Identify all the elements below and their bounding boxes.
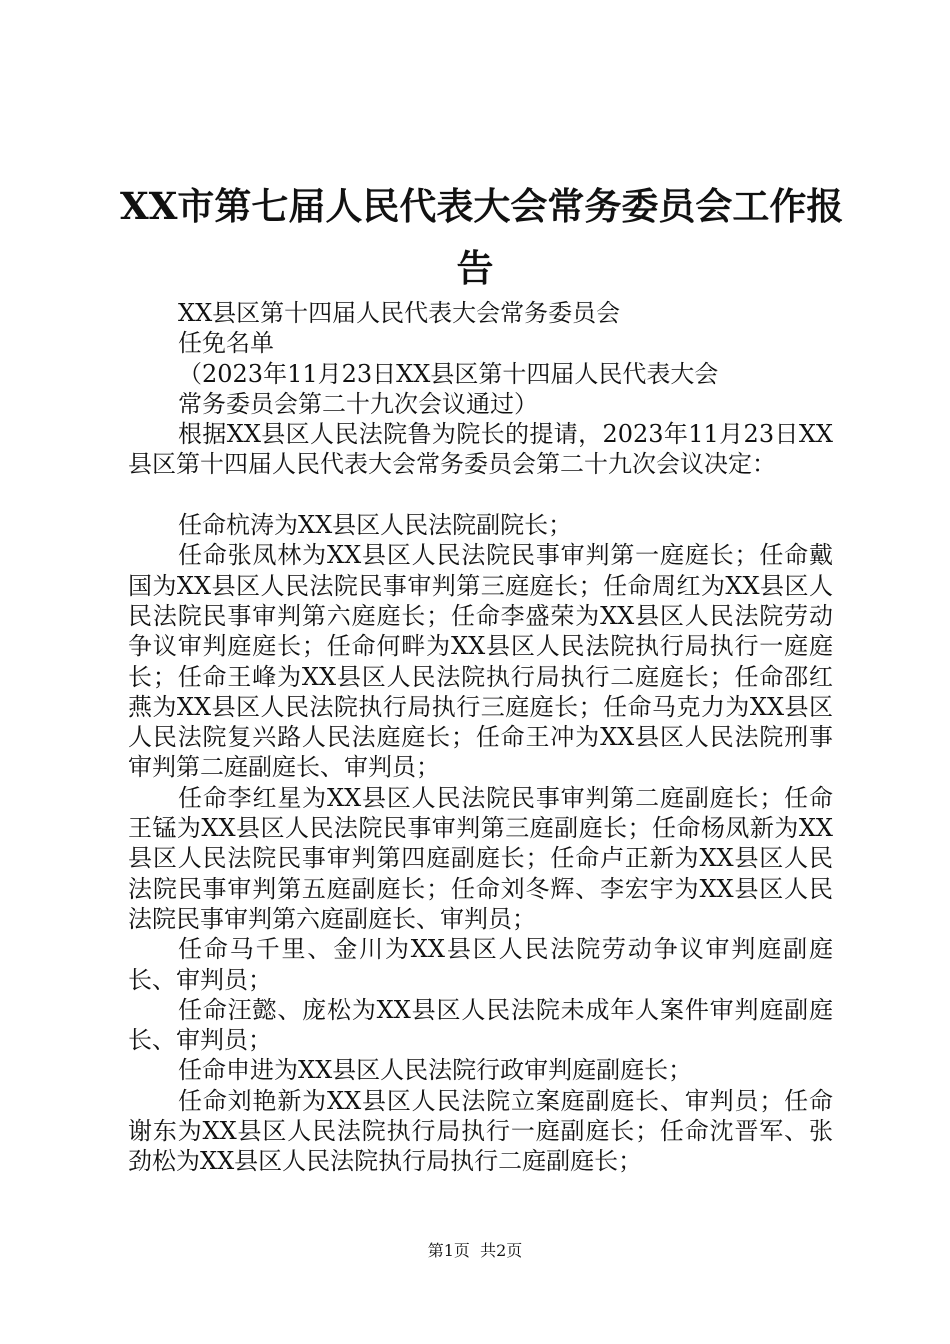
appointment-paragraph-4: 任命马千里、金川为XX县区人民法院劳动争议审判庭副庭长、审判员；	[128, 935, 833, 994]
header-line-committee: XX县区第十四届人民代表大会常务委员会	[178, 299, 621, 327]
document-title-line-2: 告	[456, 246, 494, 290]
document-body	[128, 298, 833, 1177]
header-line-list-title: 任免名单	[178, 329, 274, 358]
page-footer: 第1页 共2页	[427, 1241, 523, 1260]
appointment-paragraph-1: 任命杭涛为XX县区人民法院副院长；	[178, 511, 573, 540]
appointment-paragraph-3: 任命李红星为XX县区人民法院民事审判第二庭副庭长；任命王锰为XX县区人民法院民事审判第三庭副庭长；任命杨凤新为XX县区人民法院民事审判第四庭副庭长；任命卢正新为XX县区人民法院民事审判第五庭副庭长；任命刘冬辉、李宏宇为XX县区人民法院民事审判第六庭副庭长、审判员；	[128, 783, 833, 933]
intro-paragraph: 根据XX县区人民法院鲁为院长的提请，2023年11月23日XX县区第十四届人民代表大会常务委员会第二十九次会议决定：	[128, 420, 833, 479]
appointment-paragraph-7: 任命刘艳新为XX县区人民法院立案庭副庭长、审判员；任命谢东为XX县区人民法院执行局执行一庭副庭长；任命沈晋军、张劲松为XX县区人民法院执行局执行二庭副庭长；	[128, 1086, 833, 1176]
header-line-passed: 常务委员会第二十九次会议通过）	[178, 389, 538, 418]
document-title-line-1: XX市第七届人民代表大会常务委员会工作报	[120, 184, 844, 228]
appointment-paragraph-6: 任命申进为XX县区人民法院行政审判庭副庭长；	[178, 1056, 693, 1085]
appointment-paragraph-5: 任命汪懿、庞松为XX县区人民法院未成年人案件审判庭副庭长、审判员；	[128, 995, 833, 1055]
appointment-paragraph-2: 任命张凤林为XX县区人民法院民事审判第一庭庭长；任命戴国为XX县区人民法院民事审判第三庭庭长；任命周红为XX县区人民法院民事审判第六庭庭长；任命李盛荣为XX县区人民法院劳动争议审判庭庭长；任命何畔为XX县区人民法院执行局执行一庭庭长；任命王峰为XX县区人民法院执行局执行二庭庭长；任命邵红燕为XX县区人民法院执行局执行三庭庭长；任命马克力为XX县区人民法院复兴路人民法庭庭长；任命王冲为XX县区人民法院刑事审判第二庭副庭长、审判员；	[128, 541, 833, 782]
header-line-date: （2023年11月23日XX县区第十四届人民代表大会	[178, 359, 719, 388]
blank-line	[128, 480, 833, 510]
